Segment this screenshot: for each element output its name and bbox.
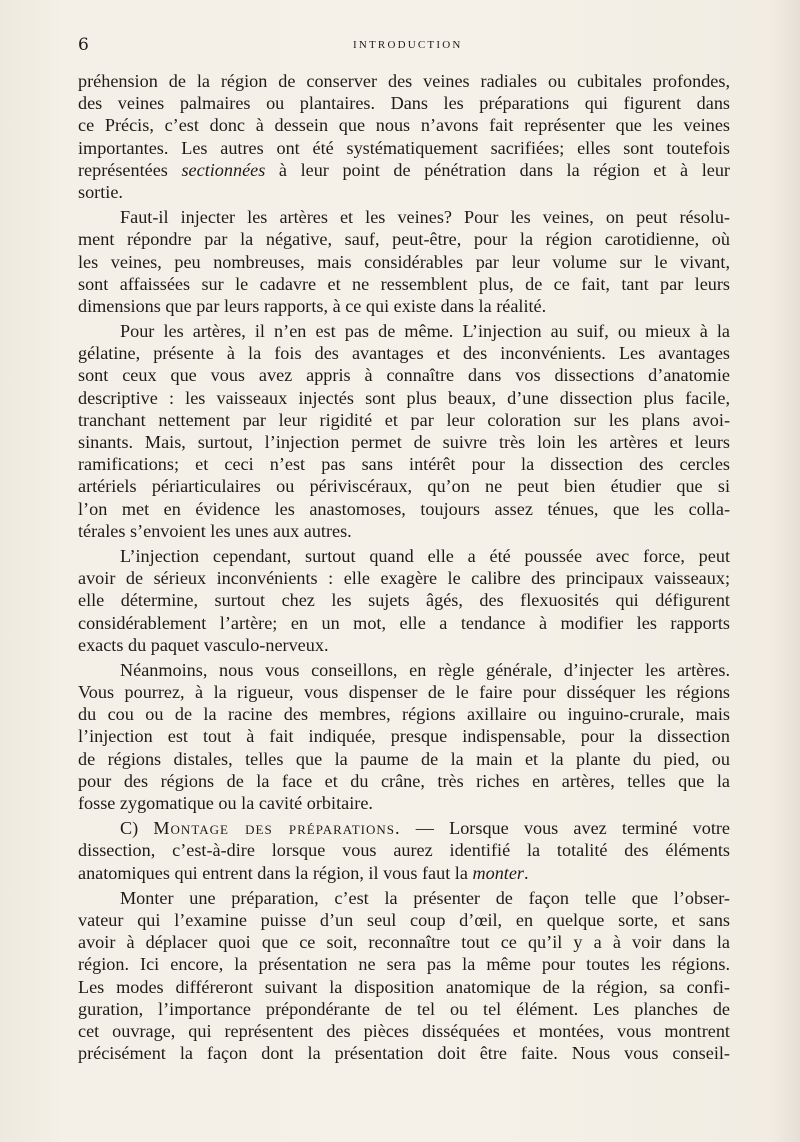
text-line: pour des régions de la face et du crâne, très riches en artères, telles que la <box>78 770 730 791</box>
text-line: Faut-il injecter les artères et les veines? Pour les veines, on peut résolu- <box>120 207 730 228</box>
text-fragment: — Lorsque vous avez terminé votre <box>400 818 730 839</box>
text-line: sinants. Mais, surtout, l’injection permet de suivre très loin les artères et leurs <box>78 432 730 452</box>
text-line: L’injection cependant, surtout quand elle a été poussée avec force, peut <box>120 545 730 566</box>
paragraph <box>78 70 730 203</box>
text-line: des veines palmaires ou plantaires. Dans les préparations qui figurent dans <box>78 93 730 114</box>
paragraph <box>78 887 730 1065</box>
text-line: ramifications; et ceci n’est pas sans intérêt pour la dissection des cercles <box>78 454 730 475</box>
text-line: ment répondre par la négative, sauf, peut-être, pour la région carotidienne, où <box>78 229 730 250</box>
text-line: elle détermine, surtout chez les sujets âgés, des flexuosités qui défigurent <box>78 590 730 611</box>
text-line: l’injection est tout à fait indiquée, presque indispensable, pour la dissection <box>78 726 730 747</box>
text-fragment: représentées <box>78 159 182 180</box>
text-line: importantes. Les autres ont été systématiquement sacrifiées; elles sont toutefois <box>78 137 730 158</box>
text-line <box>78 817 730 839</box>
text-line: tranchant nettement par leur rigidité et par leur coloration sur les plans avoi- <box>78 409 730 430</box>
body-text <box>78 70 730 1064</box>
text-line: cet ouvrage, qui représentent des pièces disséquées et montées, vous montrent <box>78 1020 730 1041</box>
text-line <box>78 159 730 181</box>
text-line: artériels périarticulaires ou périviscéraux, qu’on ne peut bien étudier que si <box>78 476 730 497</box>
text-line: l’on met en évidence les anastomoses, toujours assez ténues, que les colla- <box>78 498 730 519</box>
text-line: descriptive : les vaisseaux injectés sont plus beaux, d’une dissection plus facile, <box>78 387 730 408</box>
text-line: vateur qui l’examine puisse d’un seul coup d’œil, en quelque sorte, et sans <box>78 909 730 930</box>
text-line: ce Précis, c’est donc à dessein que nous n’avons fait représenter que les veines <box>78 115 730 136</box>
text-line: fosse zygomatique ou la cavité orbitaire. <box>78 793 373 813</box>
section-letter: C) <box>120 818 154 839</box>
section-heading: Montage des préparations. <box>153 818 401 839</box>
text-line: Les modes différeront suivant la disposition anatomique de la région, sa confi- <box>78 976 730 997</box>
page-number: 6 <box>78 35 89 55</box>
text-line: gélatine, présente à la fois des avantages et des inconvénients. Les avantages <box>78 343 730 364</box>
emphasis-text: sectionnées <box>181 159 266 180</box>
text-line: du cou ou de la racine des membres, régions axillaire ou inguino-crurale, mais <box>78 704 730 725</box>
text-line: sont affaissées sur le cadavre et ne ressemblent plus, de ce fait, tant par leurs <box>78 273 730 294</box>
text-line: avoir à déplacer quoi que ce soit, reconnaître tout ce qu’il y a à voir dans la <box>78 932 730 953</box>
text-line: Vous pourrez, à la rigueur, vous dispenser de le faire pour disséquer les régions <box>78 682 730 703</box>
text-line: préhension de la région de conserver des veines radiales ou cubitales profondes, <box>78 71 730 91</box>
paragraph <box>78 320 730 542</box>
page-header <box>78 34 728 56</box>
paragraph <box>78 206 730 317</box>
page-edge-shadow <box>772 0 800 1142</box>
text-line: exacts du paquet vasculo-nerveux. <box>78 634 329 655</box>
text-fragment: à leur point de pénétration dans la région et à leur <box>265 159 730 180</box>
emphasis-text: monter <box>472 862 524 883</box>
text-line: sortie. <box>78 181 123 202</box>
text-line: les veines, peu nombreuses, mais considérables par leur volume sur le vivant, <box>78 251 730 272</box>
text-line: avoir de sérieux inconvénients : elle exagère le calibre des principaux vaisseaux; <box>78 568 730 589</box>
paragraph <box>78 659 730 814</box>
text-line: de régions distales, telles que la paume de la main et la plante du pied, ou <box>78 748 730 769</box>
text-line: Monter une préparation, c’est la présenter de façon telle que l’obser- <box>120 887 730 908</box>
text-line: précisément la façon dont la présentation doit être faite. Nous vous conseil- <box>78 1043 730 1064</box>
text-fragment: anatomiques qui entrent dans la région, il vous faut la <box>78 862 473 883</box>
text-line: guration, l’importance prépondérante de tel ou tel élément. Les planches de <box>78 998 730 1019</box>
running-title: INTRODUCTION <box>353 39 463 51</box>
text-line: térales s’envoient les unes aux autres. <box>78 520 352 541</box>
text-line: dissection, c’est-à-dire lorsque vous aurez identifié la totalité des éléments <box>78 840 730 861</box>
text-line: sont ceux que vous avez appris à connaître dans vos dissections d’anatomie <box>78 365 730 386</box>
text-line <box>78 862 730 884</box>
text-line: Néanmoins, nous vous conseillons, en règle générale, d’injecter les artères. <box>120 659 730 680</box>
text-line: considérablement l’artère; en un mot, elle a tendance à modifier les rapports <box>78 612 730 633</box>
section-paragraph <box>78 817 730 884</box>
paragraph <box>78 545 730 656</box>
text-line: Pour les artères, il n’en est pas de même. L’injection au suif, ou mieux à la <box>120 321 730 342</box>
text-line: région. Ici encore, la présentation ne sera pas la même pour toutes les régions. <box>78 954 730 975</box>
text-line: dimensions que par leurs rapports, à ce qui existe dans la réalité. <box>78 295 547 316</box>
text-fragment: . <box>524 862 529 883</box>
